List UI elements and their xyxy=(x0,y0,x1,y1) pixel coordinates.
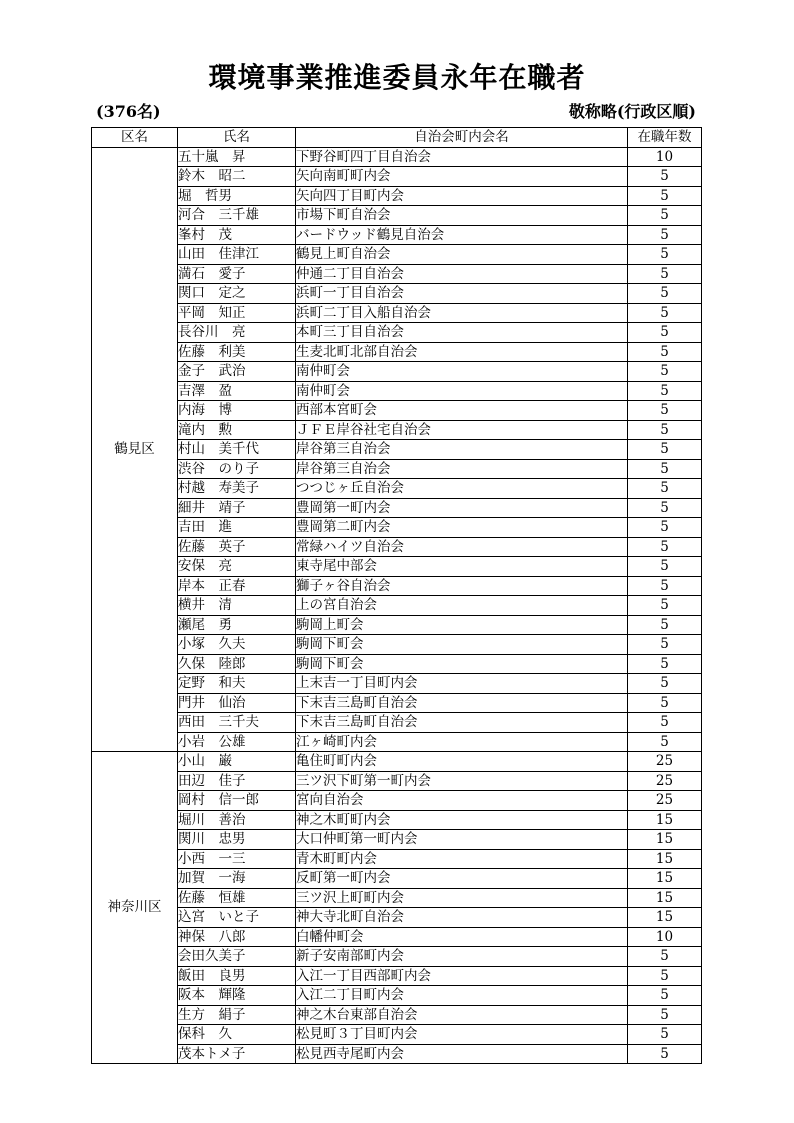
association-name: 上末吉一丁目町内会 xyxy=(296,674,628,694)
association-name: 神大寺北町自治会 xyxy=(296,908,628,928)
association-name: 三ツ沢上町町内会 xyxy=(296,888,628,908)
table-row xyxy=(92,732,702,752)
years-of-service: 5 xyxy=(628,245,702,265)
association-name: 浜町一丁目自治会 xyxy=(296,284,628,304)
member-name: 定野 和夫 xyxy=(178,674,296,694)
table-row xyxy=(92,420,702,440)
table-row xyxy=(92,498,702,518)
association-name: 岸谷第三自治会 xyxy=(296,440,628,460)
table-row xyxy=(92,654,702,674)
association-name: 下末吉三島町自治会 xyxy=(296,713,628,733)
honorific-note: 敬称略(行政区順) xyxy=(568,102,696,121)
years-of-service: 10 xyxy=(628,147,702,167)
years-of-service: 5 xyxy=(628,518,702,538)
member-name: 堀 哲男 xyxy=(178,186,296,206)
association-name: 新子安南部町内会 xyxy=(296,947,628,967)
association-name: 浜町二丁目入船自治会 xyxy=(296,303,628,323)
table-row xyxy=(92,869,702,889)
years-of-service: 5 xyxy=(628,342,702,362)
association-name: 駒岡下町会 xyxy=(296,654,628,674)
association-name: 矢向南町町内会 xyxy=(296,167,628,187)
member-name: 岡村 信一郎 xyxy=(178,791,296,811)
years-of-service: 5 xyxy=(628,284,702,304)
table-row xyxy=(92,576,702,596)
member-name: 佐藤 恒雄 xyxy=(178,888,296,908)
table-row xyxy=(92,596,702,616)
member-name: 瀬尾 勇 xyxy=(178,615,296,635)
member-name: 山田 佳津江 xyxy=(178,245,296,265)
table-row xyxy=(92,947,702,967)
table-row xyxy=(92,986,702,1006)
member-name: 岸本 正春 xyxy=(178,576,296,596)
association-name: 矢向四丁目町内会 xyxy=(296,186,628,206)
member-name: 阪本 輝隆 xyxy=(178,986,296,1006)
member-name: 鈴木 昭二 xyxy=(178,167,296,187)
member-name: 吉田 進 xyxy=(178,518,296,538)
member-name: 飯田 良男 xyxy=(178,966,296,986)
member-name: 久保 陸郎 xyxy=(178,654,296,674)
association-name: 下野谷町四丁目自治会 xyxy=(296,147,628,167)
years-of-service: 5 xyxy=(628,381,702,401)
header-row xyxy=(92,128,702,148)
years-of-service: 5 xyxy=(628,986,702,1006)
association-name: 東寺尾中部会 xyxy=(296,557,628,577)
table-row xyxy=(92,615,702,635)
member-name: 関川 忠男 xyxy=(178,830,296,850)
association-name: 市場下町自治会 xyxy=(296,206,628,226)
table-row xyxy=(92,713,702,733)
association-name: 常緑ハイツ自治会 xyxy=(296,537,628,557)
member-name: 満石 愛子 xyxy=(178,264,296,284)
association-name: 仲通二丁目自治会 xyxy=(296,264,628,284)
years-of-service: 5 xyxy=(628,401,702,421)
table-row xyxy=(92,966,702,986)
years-of-service: 5 xyxy=(628,479,702,499)
table-row xyxy=(92,791,702,811)
association-name: 生麦北町北部自治会 xyxy=(296,342,628,362)
years-of-service: 5 xyxy=(628,947,702,967)
table-row xyxy=(92,225,702,245)
years-of-service: 25 xyxy=(628,752,702,772)
member-name: 門井 仙治 xyxy=(178,693,296,713)
years-of-service: 15 xyxy=(628,830,702,850)
member-name: 村山 美千代 xyxy=(178,440,296,460)
association-name: ＪＦＥ岸谷社宅自治会 xyxy=(296,420,628,440)
table-row xyxy=(92,284,702,304)
years-of-service: 5 xyxy=(628,537,702,557)
association-name: 反町第一町内会 xyxy=(296,869,628,889)
roster-body xyxy=(92,147,702,1064)
table-row xyxy=(92,167,702,187)
years-of-service: 15 xyxy=(628,849,702,869)
years-of-service: 5 xyxy=(628,966,702,986)
years-of-service: 5 xyxy=(628,498,702,518)
years-of-service: 15 xyxy=(628,888,702,908)
years-of-service: 25 xyxy=(628,791,702,811)
table-row xyxy=(92,186,702,206)
table-row xyxy=(92,206,702,226)
member-name: 小塚 久夫 xyxy=(178,635,296,655)
table-row xyxy=(92,635,702,655)
association-name: 神之木町町内会 xyxy=(296,810,628,830)
years-of-service: 5 xyxy=(628,206,702,226)
table-row xyxy=(92,1005,702,1025)
member-count: (376名) xyxy=(96,102,161,121)
years-of-service: 15 xyxy=(628,869,702,889)
member-name: 小西 一三 xyxy=(178,849,296,869)
association-name: 鶴見上町自治会 xyxy=(296,245,628,265)
years-of-service: 5 xyxy=(628,167,702,187)
association-name: 西部本宮町会 xyxy=(296,401,628,421)
member-name: 平岡 知正 xyxy=(178,303,296,323)
document-title: 環境事業推進委員永年在職者 xyxy=(208,61,586,94)
header-name: 氏名 xyxy=(178,128,296,148)
member-name: 滝内 勲 xyxy=(178,420,296,440)
association-name: 下末吉三島町自治会 xyxy=(296,693,628,713)
years-of-service: 5 xyxy=(628,1005,702,1025)
member-name: 込宮 いと子 xyxy=(178,908,296,928)
association-name: 神之木台東部自治会 xyxy=(296,1005,628,1025)
association-name: 南仲町会 xyxy=(296,362,628,382)
association-name: 入江二丁目町内会 xyxy=(296,986,628,1006)
table-row xyxy=(92,362,702,382)
member-name: 河合 三千雄 xyxy=(178,206,296,226)
table-row xyxy=(92,1044,702,1064)
association-name: 駒岡上町会 xyxy=(296,615,628,635)
table-row xyxy=(92,479,702,499)
table-row xyxy=(92,557,702,577)
association-name: 白幡仲町会 xyxy=(296,927,628,947)
member-name: 細井 靖子 xyxy=(178,498,296,518)
table-row xyxy=(92,401,702,421)
member-name: 安保 亮 xyxy=(178,557,296,577)
member-name: 渋谷 のり子 xyxy=(178,459,296,479)
years-of-service: 5 xyxy=(628,323,702,343)
years-of-service: 5 xyxy=(628,615,702,635)
member-name: 吉澤 盈 xyxy=(178,381,296,401)
member-name: 会田久美子 xyxy=(178,947,296,967)
association-name: 上の宮自治会 xyxy=(296,596,628,616)
association-name: 亀住町町内会 xyxy=(296,752,628,772)
association-name: 江ヶ崎町内会 xyxy=(296,732,628,752)
member-name: 佐藤 英子 xyxy=(178,537,296,557)
years-of-service: 5 xyxy=(628,713,702,733)
member-name: 堀川 善治 xyxy=(178,810,296,830)
association-name: バードウッド鶴見自治会 xyxy=(296,225,628,245)
member-name: 関口 定之 xyxy=(178,284,296,304)
member-name: 田辺 佳子 xyxy=(178,771,296,791)
years-of-service: 5 xyxy=(628,693,702,713)
member-name: 村越 寿美子 xyxy=(178,479,296,499)
table-row xyxy=(92,440,702,460)
association-name: 三ツ沢下町第一町内会 xyxy=(296,771,628,791)
table-row xyxy=(92,518,702,538)
years-of-service: 5 xyxy=(628,557,702,577)
table-row xyxy=(92,908,702,928)
table-row xyxy=(92,342,702,362)
association-name: 入江一丁目西部町内会 xyxy=(296,966,628,986)
years-of-service: 5 xyxy=(628,635,702,655)
years-of-service: 10 xyxy=(628,927,702,947)
table-row xyxy=(92,810,702,830)
years-of-service: 5 xyxy=(628,420,702,440)
table-row xyxy=(92,303,702,323)
roster-table xyxy=(91,127,702,1064)
association-name: 獅子ヶ谷自治会 xyxy=(296,576,628,596)
years-of-service: 5 xyxy=(628,362,702,382)
association-name: つつじヶ丘自治会 xyxy=(296,479,628,499)
ward-name: 鶴見区 xyxy=(92,147,178,752)
years-of-service: 5 xyxy=(628,459,702,479)
member-name: 金子 武治 xyxy=(178,362,296,382)
association-name: 松見町３丁目町内会 xyxy=(296,1025,628,1045)
member-name: 峯村 茂 xyxy=(178,225,296,245)
years-of-service: 5 xyxy=(628,674,702,694)
years-of-service: 5 xyxy=(628,225,702,245)
table-row xyxy=(92,849,702,869)
header-association: 自治会町内会名 xyxy=(296,128,628,148)
years-of-service: 15 xyxy=(628,908,702,928)
member-name: 西田 三千夫 xyxy=(178,713,296,733)
table-row xyxy=(92,771,702,791)
association-name: 駒岡下町会 xyxy=(296,635,628,655)
years-of-service: 5 xyxy=(628,440,702,460)
table-row xyxy=(92,459,702,479)
table-row xyxy=(92,245,702,265)
table-row xyxy=(92,323,702,343)
table-row xyxy=(92,537,702,557)
years-of-service: 5 xyxy=(628,576,702,596)
member-name: 小岩 公雄 xyxy=(178,732,296,752)
table-row xyxy=(92,888,702,908)
member-name: 生方 絹子 xyxy=(178,1005,296,1025)
association-name: 豊岡第一町内会 xyxy=(296,498,628,518)
header-ward: 区名 xyxy=(92,128,178,148)
years-of-service: 5 xyxy=(628,1044,702,1064)
header-years: 在職年数 xyxy=(628,128,702,148)
member-name: 内海 博 xyxy=(178,401,296,421)
ward-name: 神奈川区 xyxy=(92,752,178,1064)
table-row xyxy=(92,752,702,772)
table-row xyxy=(92,693,702,713)
years-of-service: 5 xyxy=(628,596,702,616)
table-row xyxy=(92,674,702,694)
table-row xyxy=(92,264,702,284)
association-name: 松見西寺尾町内会 xyxy=(296,1044,628,1064)
table-row xyxy=(92,147,702,167)
table-row xyxy=(92,927,702,947)
years-of-service: 15 xyxy=(628,810,702,830)
years-of-service: 5 xyxy=(628,654,702,674)
association-name: 大口仲町第一町内会 xyxy=(296,830,628,850)
member-name: 横井 清 xyxy=(178,596,296,616)
association-name: 豊岡第二町内会 xyxy=(296,518,628,538)
years-of-service: 5 xyxy=(628,186,702,206)
association-name: 宮向自治会 xyxy=(296,791,628,811)
years-of-service: 5 xyxy=(628,264,702,284)
member-name: 長谷川 亮 xyxy=(178,323,296,343)
association-name: 岸谷第三自治会 xyxy=(296,459,628,479)
years-of-service: 5 xyxy=(628,1025,702,1045)
member-name: 茂本トメ子 xyxy=(178,1044,296,1064)
years-of-service: 5 xyxy=(628,303,702,323)
member-name: 佐藤 利美 xyxy=(178,342,296,362)
association-name: 青木町町内会 xyxy=(296,849,628,869)
table-row xyxy=(92,381,702,401)
association-name: 本町三丁目自治会 xyxy=(296,323,628,343)
member-name: 加賀 一海 xyxy=(178,869,296,889)
member-name: 五十嵐 昇 xyxy=(178,147,296,167)
years-of-service: 25 xyxy=(628,771,702,791)
member-name: 保科 久 xyxy=(178,1025,296,1045)
table-row xyxy=(92,1025,702,1045)
years-of-service: 5 xyxy=(628,732,702,752)
table-row xyxy=(92,830,702,850)
association-name: 南仲町会 xyxy=(296,381,628,401)
member-name: 小山 巌 xyxy=(178,752,296,772)
member-name: 神保 八郎 xyxy=(178,927,296,947)
